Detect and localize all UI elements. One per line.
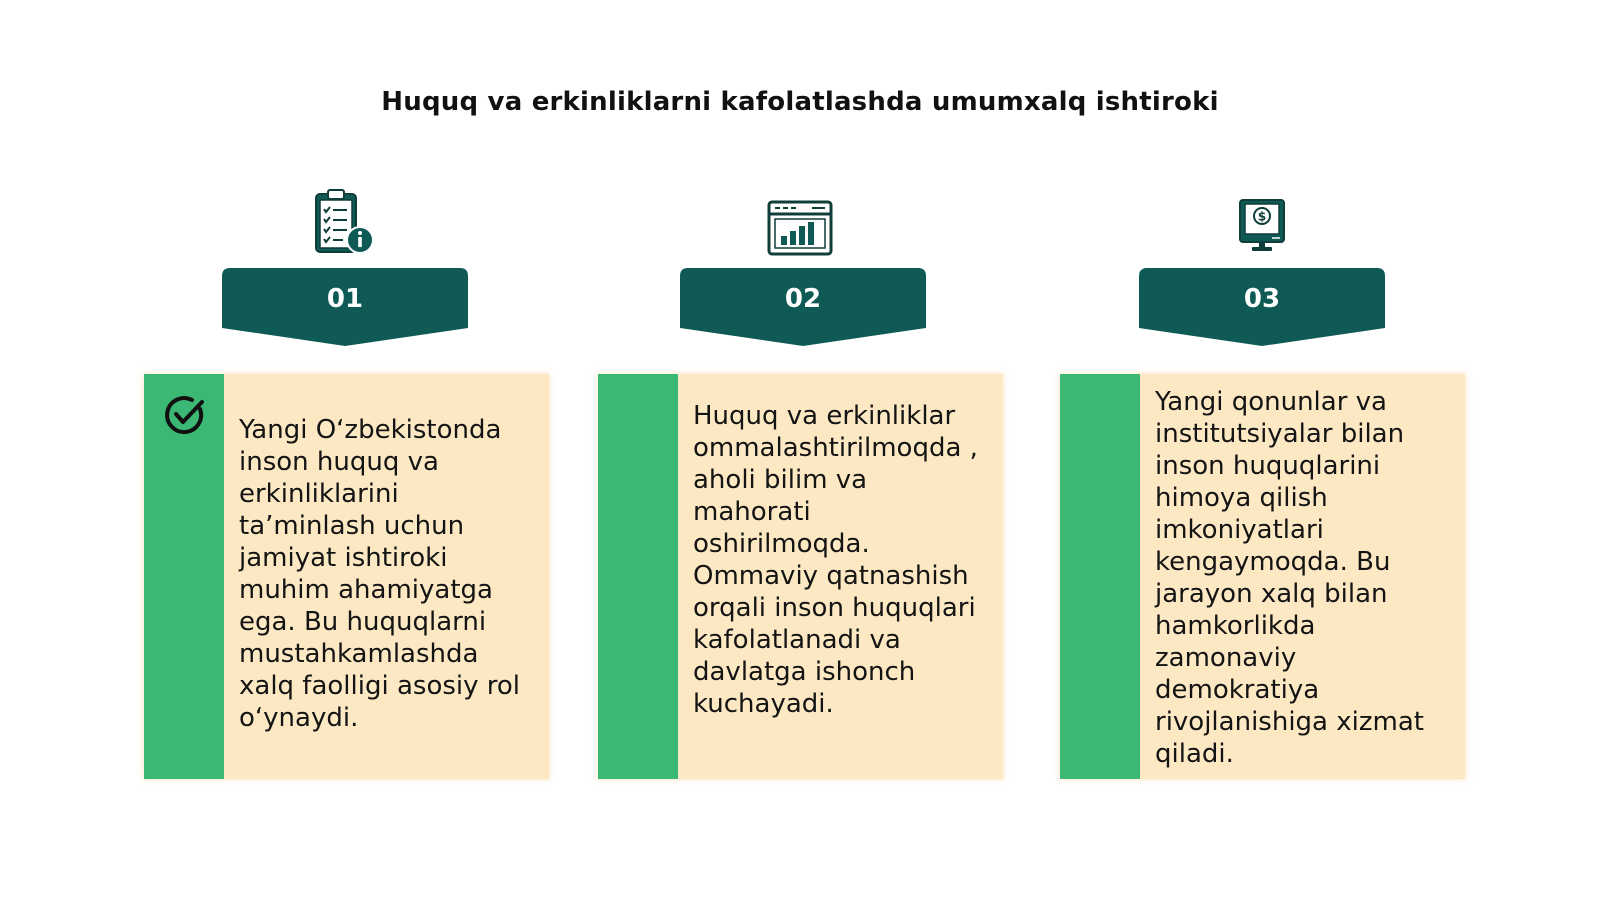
page-title: Huquq va erkinliklarni kafolatlashda umumxalq ishtiroki bbox=[381, 87, 1219, 117]
card-text: Yangi O‘zbekistonda inson huquq va erkinliklarini ta’minlash uchun jamiyat ishtiroki muhim ahamiyatga ega. Bu huquqlarni mustahkamlashda xalq faolligi asosiy rol o‘ynaydi. bbox=[239, 415, 521, 733]
step-card-02 bbox=[598, 374, 1003, 779]
svg-text:$: $ bbox=[1257, 209, 1267, 224]
card-side-bar bbox=[598, 374, 678, 779]
clipboard-checklist-icon bbox=[310, 188, 382, 260]
step-banner-02 bbox=[680, 268, 926, 348]
step-number: 03 bbox=[1243, 284, 1281, 314]
browser-chart-icon bbox=[766, 196, 838, 268]
step-number: 02 bbox=[784, 284, 822, 314]
card-text: Huquq va erkinliklar ommalashtirilmoqda , aholi bilim va mahorati oshirilmoqda. Ommaviy qatnashish orqali inson huquqlari kafolatlanadi va davlatga ishonch kuchayadi. bbox=[693, 401, 978, 719]
card-side-bar bbox=[1060, 374, 1140, 779]
step-banner-01 bbox=[222, 268, 468, 348]
monitor-dollar-icon bbox=[1230, 194, 1302, 266]
card-text: Yangi qonunlar va institutsiyalar bilan inson huquqlarini himoya qilish imkoniyatlari kengaymoqda. Bu jarayon xalq bilan hamkorlikda zamonaviy demokratiya rivojlanishiga xizmat qiladi. bbox=[1155, 387, 1424, 769]
step-banner-03 bbox=[1139, 268, 1385, 348]
step-number: 01 bbox=[326, 284, 364, 314]
step-card-03 bbox=[1060, 374, 1465, 779]
step-card-01 bbox=[144, 374, 549, 779]
check-circle-icon bbox=[162, 392, 208, 438]
